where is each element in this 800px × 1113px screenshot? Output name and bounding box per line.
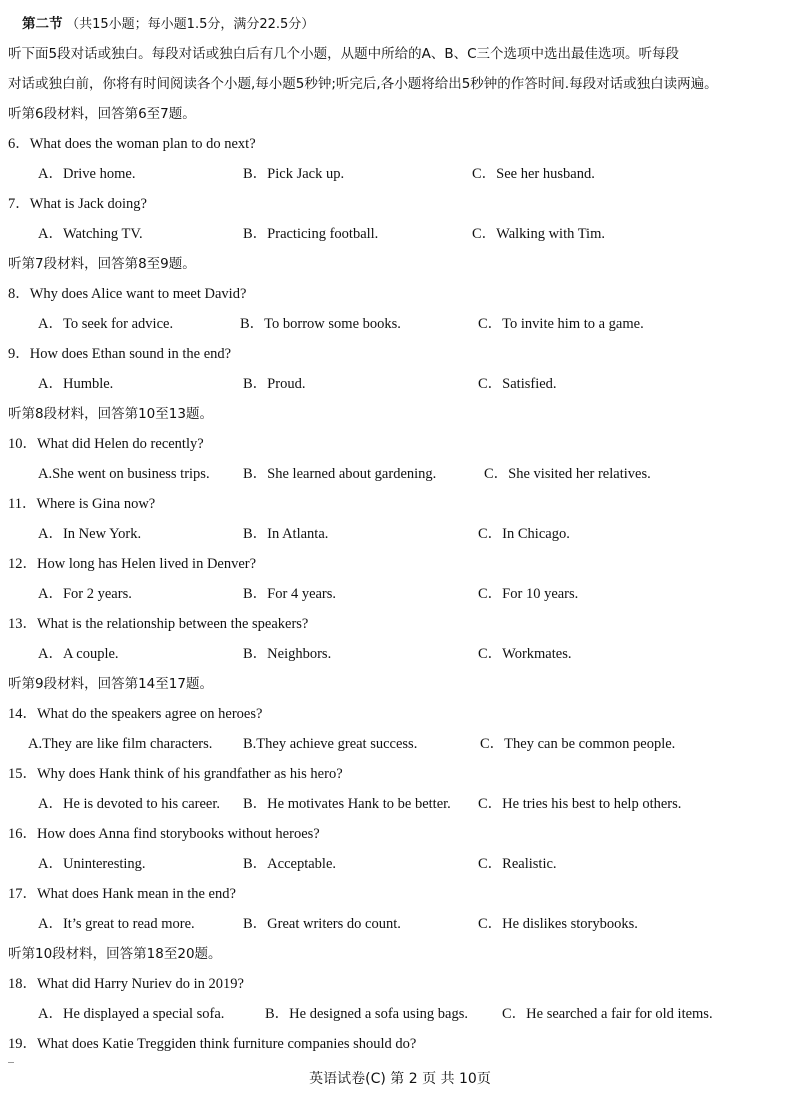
option-c: C．Satisfied. [478, 376, 557, 392]
question-number: 11． [8, 496, 37, 512]
question-number: 15． [8, 766, 37, 782]
instructions-line-1: 听下面5段对话或独白。每段对话或独白后有几个小题，从题中所给的A、B、C三个选项中选出最佳选项。听每段 [8, 46, 680, 62]
option-b: B．He motivates Hank to be better. [243, 796, 451, 812]
option-b: B．Great writers do count. [243, 916, 401, 932]
question-number: 18． [8, 976, 37, 992]
question-text: What does the woman plan to do next? [29, 136, 256, 152]
option-a: A．Humble. [38, 376, 114, 392]
question-text: How does Ethan sound in the end? [29, 346, 232, 362]
question-number: 7． [8, 196, 30, 212]
option-a: A．Uninteresting. [38, 856, 146, 872]
question-11 [8, 494, 790, 514]
question-text: What is the relationship between the speakers? [37, 616, 309, 632]
question-text: How long has Helen lived in Denver? [37, 556, 257, 572]
question-number: 19． [8, 1036, 37, 1052]
section-header [22, 14, 790, 35]
option-c: C．He searched a fair for old items. [502, 1006, 713, 1022]
question-number: 12． [8, 556, 37, 572]
option-c: C．To invite him to a game. [478, 316, 644, 332]
material-heading-10: 听第10段材料，回答第18至20题。 [8, 946, 222, 962]
option-b: B．She learned about gardening. [243, 466, 437, 482]
option-a: A．He is devoted to his career. [38, 796, 221, 812]
question-text: What do the speakers agree on heroes? [37, 706, 263, 722]
question-text: What is Jack doing? [29, 196, 147, 212]
question-15 [8, 764, 790, 784]
option-b: B．Pick Jack up. [243, 166, 345, 182]
question-text: What does Katie Treggiden think furniture companies should do? [37, 1036, 417, 1052]
question-number: 17． [8, 886, 37, 902]
options-18 [0, 1004, 800, 1024]
option-c: C．Realistic. [478, 856, 557, 872]
section-title: 第二节 [22, 16, 63, 32]
options-15 [0, 794, 800, 814]
instructions-line-2: 对话或独白前，你将有时间阅读各个小题,每小题5秒钟;听完后,各小题将给出5秒钟的作答时间.每段对话或独白读两遍。 [8, 76, 718, 92]
question-text: Why does Hank think of his grandfather as his hero? [37, 766, 343, 782]
option-b: B.They achieve great success. [243, 736, 418, 752]
question-number: 16． [8, 826, 37, 842]
question-text: How does Anna find storybooks without heroes? [37, 826, 320, 842]
question-number: 10． [8, 436, 37, 452]
option-a: A．Drive home. [38, 166, 136, 182]
question-text: What did Harry Nuriev do in 2019? [37, 976, 244, 992]
question-7 [8, 194, 790, 214]
question-text: Why does Alice want to meet David? [29, 286, 247, 302]
option-c: C．He tries his best to help others. [478, 796, 682, 812]
options-16 [0, 854, 800, 874]
option-b: B．Acceptable. [243, 856, 337, 872]
question-number: 8． [8, 286, 30, 302]
option-c: C．See her husband. [472, 166, 595, 182]
options-13 [0, 644, 800, 664]
option-c: C．He dislikes storybooks. [478, 916, 638, 932]
question-number: 6． [8, 136, 30, 152]
scan-mark [8, 1062, 14, 1063]
question-19 [8, 1034, 790, 1054]
option-b: B．For 4 years. [243, 586, 337, 602]
question-text: What did Helen do recently? [37, 436, 204, 452]
question-number: 14． [8, 706, 37, 722]
question-text: Where is Gina now? [36, 496, 156, 512]
question-8 [8, 284, 790, 304]
option-a: A．It’s great to read more. [38, 916, 195, 932]
options-11 [0, 524, 800, 544]
section-note: （共15小题；每小题1.5分，满分22.5分） [66, 17, 315, 32]
question-12 [8, 554, 790, 574]
question-18 [8, 974, 790, 994]
options-9 [0, 374, 800, 394]
material-heading-7: 听第7段材料，回答第8至9题。 [8, 256, 196, 272]
option-a: A．Watching TV. [38, 226, 143, 242]
question-6 [8, 134, 790, 154]
material-heading-8: 听第8段材料，回答第10至13题。 [8, 406, 213, 422]
option-a: A.They are like film characters. [28, 736, 213, 752]
options-8 [0, 314, 800, 334]
option-c: C．She visited her relatives. [484, 466, 651, 482]
options-10 [0, 464, 800, 484]
option-b: B．In Atlanta. [243, 526, 329, 542]
question-9 [8, 344, 790, 364]
question-13 [8, 614, 790, 634]
option-b: B．Practicing football. [243, 226, 379, 242]
options-12 [0, 584, 800, 604]
material-heading-6: 听第6段材料，回答第6至7题。 [8, 106, 196, 122]
options-7 [0, 224, 800, 244]
question-17 [8, 884, 790, 904]
page-footer: 英语试卷(C) 第 2 页 共 10页 [309, 1071, 491, 1087]
options-6 [0, 164, 800, 184]
question-number: 9． [8, 346, 30, 362]
option-c: C．For 10 years. [478, 586, 579, 602]
question-text: What does Hank mean in the end? [37, 886, 236, 902]
option-b: B．Neighbors. [243, 646, 332, 662]
option-a: A.She went on business trips. [38, 466, 210, 482]
options-14 [0, 734, 800, 754]
option-b: B．He designed a sofa using bags. [265, 1006, 468, 1022]
option-b: B．To borrow some books. [240, 316, 401, 332]
question-10 [8, 434, 790, 454]
option-a: A．A couple. [38, 646, 119, 662]
question-14 [8, 704, 790, 724]
material-heading-9: 听第9段材料，回答第14至17题。 [8, 676, 213, 692]
option-c: C．Walking with Tim. [472, 226, 605, 242]
option-b: B．Proud. [243, 376, 306, 392]
question-16 [8, 824, 790, 844]
option-c: C．They can be common people. [480, 736, 676, 752]
option-a: A．For 2 years. [38, 586, 132, 602]
option-a: A．He displayed a special sofa. [38, 1006, 225, 1022]
option-c: C．Workmates. [478, 646, 572, 662]
option-c: C．In Chicago. [478, 526, 570, 542]
option-a: A．In New York. [38, 526, 142, 542]
options-17 [0, 914, 800, 934]
question-number: 13． [8, 616, 37, 632]
option-a: A．To seek for advice. [38, 316, 174, 332]
